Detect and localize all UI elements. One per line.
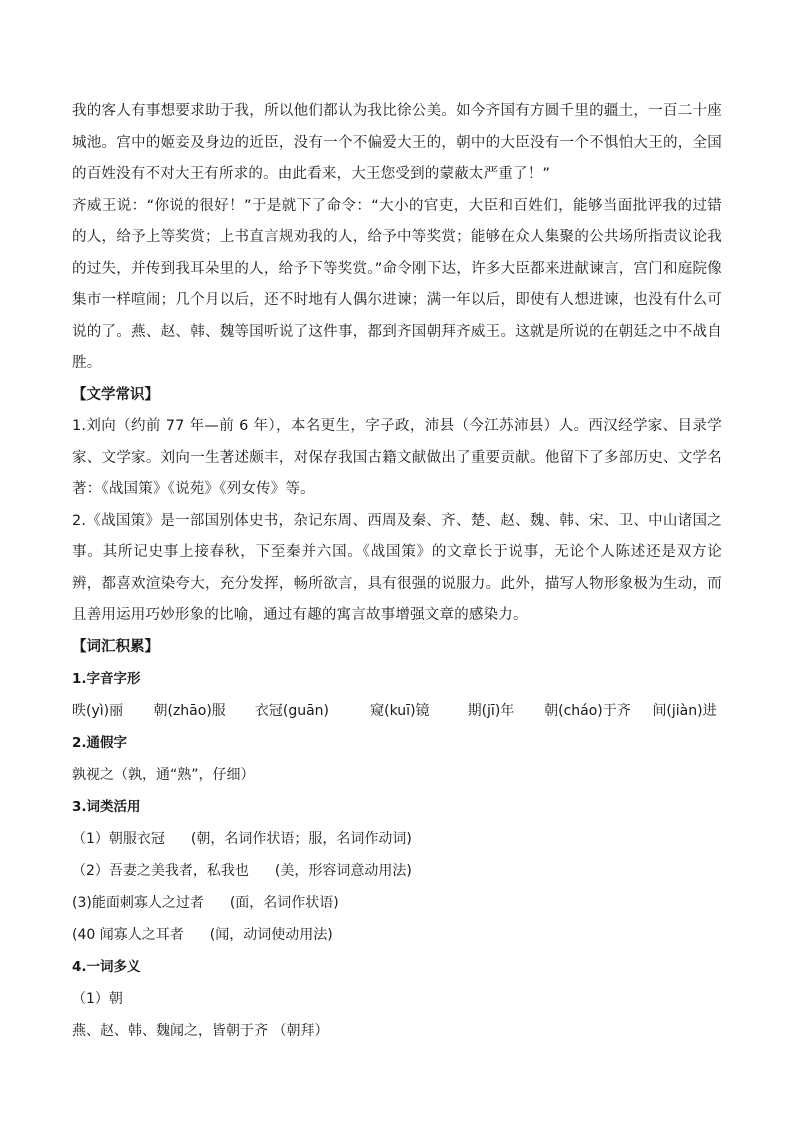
usage-text: （2）吾妻之美我者，私我也	[72, 863, 249, 879]
pronunciation-item: 昳(yì)丽	[72, 703, 124, 719]
pronunciation-item: 间(jiàn)进	[652, 703, 717, 719]
usage-note: (面，名词作状语)	[229, 895, 339, 911]
section-4-title: 4.一词多义	[72, 959, 141, 975]
usage-item	[72, 887, 722, 919]
document-page	[72, 96, 722, 1047]
literature-heading: 【文学常识】	[72, 386, 159, 403]
literature-item-1: 1.刘向（约前 77 年—前 6 年），本名更生，字子政，沛县（今江苏沛县）人。西汉经学家、目录学家、文学家。刘向一生著述颇丰，对保存我国古籍文献做出了重要贡献。他留下了多部历史、文学名著：《战国策》《说苑》《列女传》等。	[72, 418, 722, 497]
section-3-title: 3.词类活用	[72, 799, 141, 815]
usage-item	[72, 823, 722, 855]
translation-paragraph-2: 齐威王说：“你说的很好！”于是就下了命令：“大小的官吏，大臣和百姓们，能够当面批评我的过错的人，给予上等奖赏；上书直言规劝我的人，给予中等奖赏；能够在众人集聚的公共场所指责议论我的过失，并传到我耳朵里的人，给予下等奖赏。”命令刚下达，许多大臣都来进献谏言，宫门和庭院像集市一样喧闹；几个月以后，还不时地有人偶尔进谏；满一年以后，即使有人想进谏，也没有什么可说的了。燕、赵、韩、魏等国听说了这件事，都到齐国朝拜齐威王。这就是所说的在朝廷之中不战自胜。	[72, 197, 722, 371]
loan-character-line: 孰视之（孰，通“熟”，仔细）	[72, 767, 255, 783]
pronunciation-item: 期(jī)年	[467, 703, 515, 719]
usage-text: (40 闻寡人之耳者	[72, 927, 184, 943]
pronunciation-item: 朝(zhāo)服	[153, 703, 226, 719]
polysemy-subheading: （1）朝	[72, 991, 123, 1007]
usage-note: (美，形容词意动用法)	[274, 863, 412, 879]
usage-text: （1）朝服衣冠	[72, 831, 165, 847]
pronunciation-item: 衣冠(guān)	[254, 703, 330, 719]
usage-text: (3)能面刺寡人之过者	[72, 895, 204, 911]
translation-paragraph-1: 我的客人有事想要求助于我，所以他们都认为我比徐公美。如今齐国有方圆千里的疆土，一百二十座城池。宫中的姬妾及身边的近臣，没有一个不偏爱大王的，朝中的大臣没有一个不惧怕大王的，全国的百姓没有不对大王有所求的。由此看来，大王您受到的蒙蔽太严重了！”	[72, 103, 722, 182]
section-2-title: 2.通假字	[72, 735, 128, 751]
polysemy-example: 燕、赵、韩、魏闻之，皆朝于齐 （朝拜）	[72, 1023, 329, 1039]
usage-note: (闻，动词使动用法)	[209, 927, 333, 943]
section-1-title: 1.字音字形	[72, 671, 141, 687]
usage-note: (朝，名词作状语；服，名词作动词)	[190, 831, 412, 847]
vocabulary-heading: 【词汇积累】	[72, 638, 159, 655]
literature-item-2: 2.《战国策》是一部国别体史书，杂记东周、西周及秦、齐、楚、赵、魏、韩、宋、卫、中山诸国之事。其所记史事上接春秋，下至秦并六国。《战国策》的文章长于说事，无论个人陈述还是双方论辨，都喜欢渲染夸大，充分发挥，畅所欲言，具有很强的说服力。此外，描写人物形象极为生动，而且善用运用巧妙形象的比喻，通过有趣的寓言故事增强文章的感染力。	[72, 512, 722, 623]
pronunciation-item: 朝(cháo)于齐	[544, 703, 631, 719]
pronunciation-list	[72, 695, 722, 727]
pronunciation-item: 窥(kuī)镜	[370, 703, 430, 719]
usage-item	[72, 919, 722, 951]
usage-item	[72, 855, 722, 887]
